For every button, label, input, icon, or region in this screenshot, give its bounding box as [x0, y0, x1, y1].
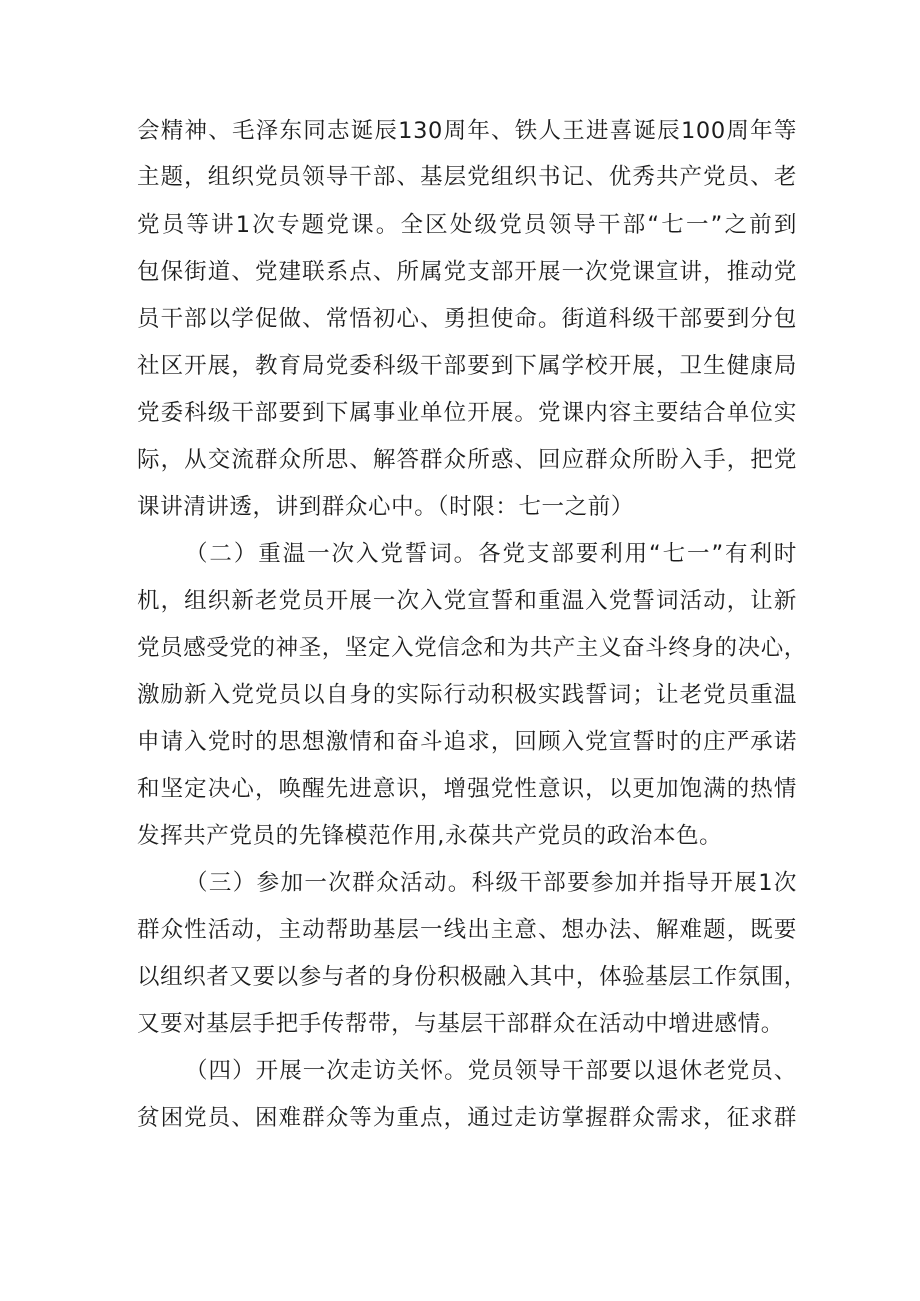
paragraph-line: 党员等讲1次专题党课。全区处级党员领导干部“七一”之前到	[137, 212, 797, 238]
paragraph-line: 贫困党员、困难群众等为重点，通过走访掌握群众需求，征求群	[137, 1105, 797, 1131]
paragraph-line: 党员感受党的神圣，坚定入党信念和为共产主义奋斗终身的决心，	[137, 635, 807, 661]
paragraph-line: 申请入党时的思想激情和奋斗追求，回顾入党宣誓时的庄严承诺	[137, 729, 797, 755]
section-heading-line: （三）参加一次群众活动。科级干部要参加并指导开展1次	[185, 870, 797, 896]
paragraph-line: 会精神、毛泽东同志诞辰130周年、铁人王进喜诞辰100周年等	[137, 118, 797, 144]
paragraph-line: 机，组织新老党员开展一次入党宣誓和重温入党誓词活动，让新	[137, 588, 797, 614]
section-heading-line: （四）开展一次走访关怀。党员领导干部要以退休老党员、	[185, 1058, 797, 1084]
paragraph-line: 和坚定决心，唤醒先进意识，增强党性意识，以更加饱满的热情	[137, 776, 797, 802]
paragraph-line: 又要对基层手把手传帮带，与基层干部群众在活动中增进感情。	[137, 1011, 784, 1037]
section-heading-line: （二）重温一次入党誓词。各党支部要利用“七一”有利时	[185, 541, 797, 567]
paragraph-line: 课讲清讲透，讲到群众心中。（时限：七一之前）	[137, 494, 634, 520]
paragraph-line: 发挥共产党员的先锋模范作用,永葆共产党员的政治本色。	[137, 823, 723, 849]
paragraph-line: 党委科级干部要到下属事业单位开展。党课内容主要结合单位实	[137, 400, 797, 426]
paragraph-line: 员干部以学促做、常悟初心、勇担使命。街道科级干部要到分包	[137, 306, 797, 332]
paragraph-line: 际，从交流群众所思、解答群众所惑、回应群众所盼入手，把党	[137, 447, 797, 473]
paragraph-line: 社区开展，教育局党委科级干部要到下属学校开展，卫生健康局	[137, 353, 797, 379]
paragraph-line: 激励新入党党员以自身的实际行动积极实践誓词；让老党员重温	[137, 682, 797, 708]
paragraph-line: 群众性活动，主动帮助基层一线出主意、想办法、解难题，既要	[137, 917, 797, 943]
paragraph-line: 包保街道、党建联系点、所属党支部开展一次党课宣讲，推动党	[137, 259, 797, 285]
paragraph-line: 以组织者又要以参与者的身份积极融入其中，体验基层工作氛围，	[137, 964, 807, 990]
paragraph-line: 主题，组织党员领导干部、基层党组织书记、优秀共产党员、老	[137, 164, 797, 190]
